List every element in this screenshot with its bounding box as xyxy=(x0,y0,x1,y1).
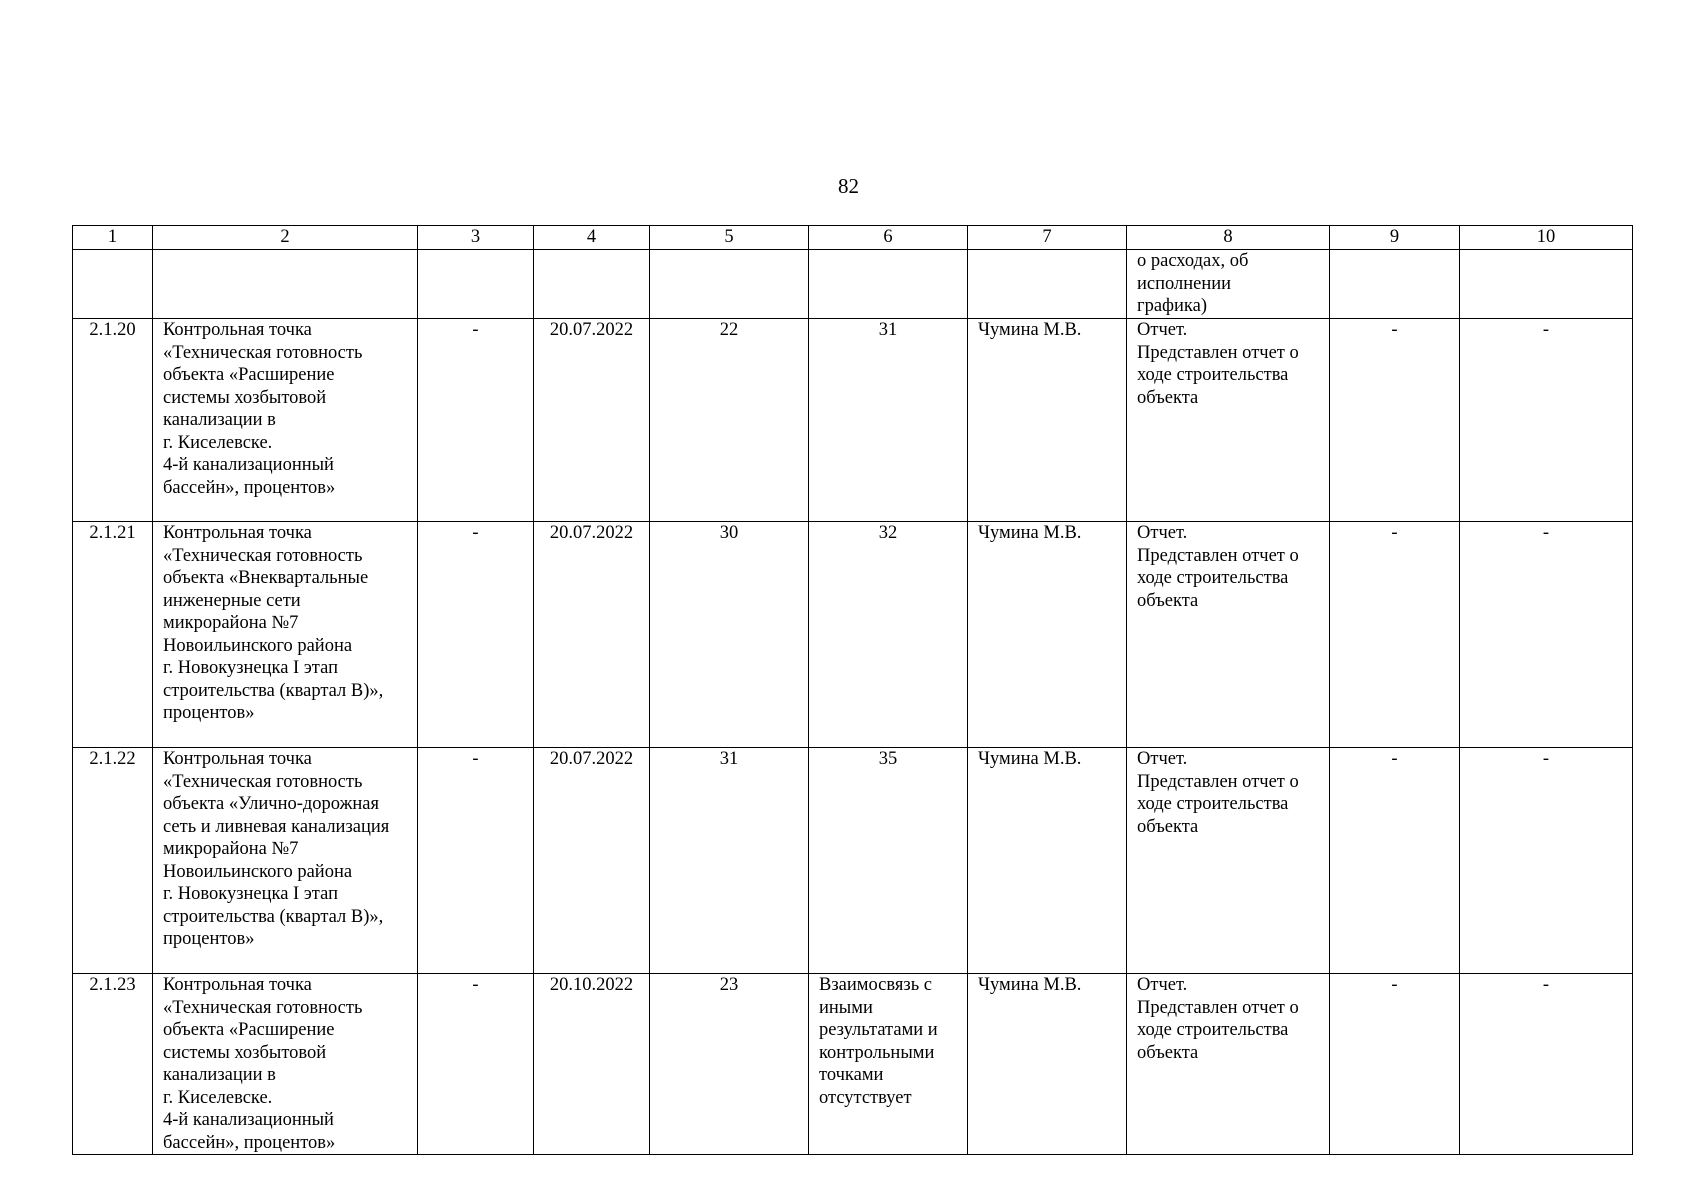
row-number-cell: 2.1.22 xyxy=(73,748,153,974)
date-cell: 20.10.2022 xyxy=(534,974,650,1155)
cell-col5: 30 xyxy=(650,522,809,748)
cell-col9: - xyxy=(1330,748,1460,974)
control-point-name-cell: Контрольная точка «Техническая готовность объекта «Расширение системы хозбытовой канализации в г. Киселевске. 4-й канализационный бассейн», процентов» xyxy=(153,319,418,522)
cell-col9: - xyxy=(1330,522,1460,748)
cell-col9 xyxy=(1330,250,1460,319)
date-cell: 20.07.2022 xyxy=(534,748,650,974)
row-number-cell xyxy=(73,250,153,319)
cell-col3: - xyxy=(418,522,534,748)
responsible-cell: Чумина М.В. xyxy=(968,522,1127,748)
cell-col6: 32 xyxy=(809,522,968,748)
cell-col9: - xyxy=(1330,974,1460,1155)
row-number-cell: 2.1.21 xyxy=(73,522,153,748)
cell-col10 xyxy=(1460,250,1633,319)
table-row xyxy=(73,250,1633,319)
row-number-cell: 2.1.23 xyxy=(73,974,153,1155)
date-cell xyxy=(534,250,650,319)
column-header: 7 xyxy=(968,226,1127,250)
date-cell: 20.07.2022 xyxy=(534,319,650,522)
report-cell: Отчет. Представлен отчет о ходе строительства объекта xyxy=(1127,748,1330,974)
report-cell: о расходах, об исполнении графика) xyxy=(1127,250,1330,319)
report-cell: Отчет. Представлен отчет о ходе строительства объекта xyxy=(1127,319,1330,522)
control-point-name-cell: Контрольная точка «Техническая готовность объекта «Внеквартальные инженерные сети микрорайона №7 Новоильинского района г. Новокузнецка I этап строительства (квартал В)», процентов» xyxy=(153,522,418,748)
cell-col5: 23 xyxy=(650,974,809,1155)
responsible-cell xyxy=(968,250,1127,319)
cell-col10: - xyxy=(1460,974,1633,1155)
cell-col6 xyxy=(809,250,968,319)
responsible-cell: Чумина М.В. xyxy=(968,974,1127,1155)
control-point-name-cell xyxy=(153,250,418,319)
column-header: 10 xyxy=(1460,226,1633,250)
relation-cell: Взаимосвязь с иными результатами и контрольными точками отсутствует xyxy=(809,974,968,1155)
cell-col6: 31 xyxy=(809,319,968,522)
column-header: 8 xyxy=(1127,226,1330,250)
column-header: 4 xyxy=(534,226,650,250)
column-header: 9 xyxy=(1330,226,1460,250)
report-cell: Отчет. Представлен отчет о ходе строительства объекта xyxy=(1127,522,1330,748)
cell-col6: 35 xyxy=(809,748,968,974)
cell-col5 xyxy=(650,250,809,319)
column-header: 3 xyxy=(418,226,534,250)
page-number: 82 xyxy=(838,174,859,198)
cell-col3: - xyxy=(418,974,534,1155)
column-header: 5 xyxy=(650,226,809,250)
cell-col5: 31 xyxy=(650,748,809,974)
cell-col10: - xyxy=(1460,319,1633,522)
report-cell: Отчет. Представлен отчет о ходе строительства объекта xyxy=(1127,974,1330,1155)
row-number-cell: 2.1.20 xyxy=(73,319,153,522)
table-header-row xyxy=(73,226,1633,250)
cell-col9: - xyxy=(1330,319,1460,522)
control-point-name-cell: Контрольная точка «Техническая готовность объекта «Расширение системы хозбытовой канализации в г. Киселевске. 4-й канализационный бассейн», процентов» xyxy=(153,974,418,1155)
table-row xyxy=(73,522,1633,748)
cell-col3: - xyxy=(418,748,534,974)
cell-col10: - xyxy=(1460,522,1633,748)
table-row xyxy=(73,974,1633,1155)
responsible-cell: Чумина М.В. xyxy=(968,319,1127,522)
responsible-cell: Чумина М.В. xyxy=(968,748,1127,974)
date-cell: 20.07.2022 xyxy=(534,522,650,748)
control-point-name-cell: Контрольная точка «Техническая готовность объекта «Улично-дорожная сеть и ливневая канализация микрорайона №7 Новоильинского района г. Новокузнецка I этап строительства (квартал В)», процентов» xyxy=(153,748,418,974)
table-row xyxy=(73,748,1633,974)
control-points-table xyxy=(72,225,1633,1155)
cell-col3: - xyxy=(418,319,534,522)
column-header: 6 xyxy=(809,226,968,250)
column-header: 1 xyxy=(73,226,153,250)
cell-col3 xyxy=(418,250,534,319)
cell-col5: 22 xyxy=(650,319,809,522)
table-row xyxy=(73,319,1633,522)
cell-col10: - xyxy=(1460,748,1633,974)
column-header: 2 xyxy=(153,226,418,250)
